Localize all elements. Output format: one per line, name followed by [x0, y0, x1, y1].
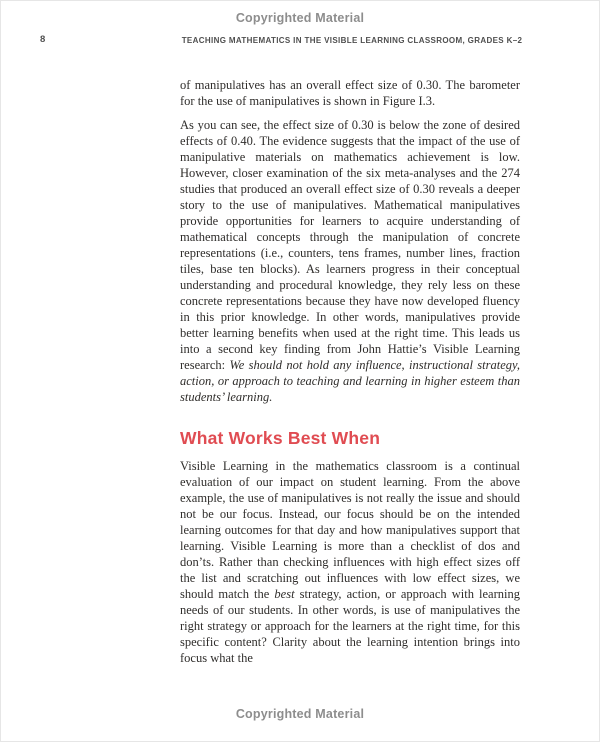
- emphasis-best: best: [274, 587, 295, 601]
- section-heading: What Works Best When: [180, 428, 381, 448]
- paragraph-text: strategy, action, or approach with learning needs of our students. In other words, is use of manipulatives the right strategy or approach for the learners at the right time, for this specific content? Clarity about the learning intention brings into focus what the: [180, 587, 520, 665]
- paragraph-text: As you can see, the effect size of 0.30 is below the zone of desired effects of 0.40. The evidence suggests that the impact of the use of manipulative materials on mathematics achievement is low. However, closer examination of the six meta-analyses and the 274 studies that produced an overall effect size of 0.30 reveals a deeper story to the use of manipulatives. Mathematical manipulatives provide opportunities for learners to acquire understanding of mathematical concepts through the manipulation of concrete representations (i.e., counters, tens frames, number lines, fraction tiles, base ten blocks). As learners progress in their conceptual understanding and procedural knowledge, they rely less on these concrete representations because they have now developed fluency in this prior knowledge. In other words, manipulatives provide better learning benefits when used at the right time. This leads us into a second key finding from John Hattie’s Visible Learning research:: [180, 118, 520, 372]
- top-copyright-notice: Copyrighted Material: [235, 11, 365, 25]
- paragraph-manipulatives: [180, 117, 520, 405]
- body-text-block: [180, 77, 520, 666]
- paragraph-continued: [180, 77, 520, 109]
- paragraph-text: of manipulatives has an overall effect size of 0.30. The barometer for the use of manipulatives is shown in Figure I.3.: [180, 78, 520, 108]
- paragraph-what-works-best: [180, 458, 520, 666]
- paragraph-text: Visible Learning in the mathematics classroom is a continual evaluation of our impact on student learning. From the above example, the use of manipulatives is not really the issue and should not be our focus. Instead, our focus should be on the intended learning outcomes for that day and how manipulatives support that learning. Visible Learning is more than a checklist of dos and don’ts. Rather than checking influences with high effect sizes off the list and scratching out influences with low effect sizes, we should match the: [180, 459, 520, 601]
- page-number: 8: [40, 34, 46, 45]
- bottom-copyright-notice: Copyrighted Material: [235, 707, 365, 721]
- running-head: TEACHING MATHEMATICS IN THE VISIBLE LEARNING CLASSROOM, GRADES K–2: [181, 36, 523, 45]
- hattie-quote-italic: We should not hold any influence, instructional strategy, action, or approach to teaching and learning in higher esteem than students’ learning.: [180, 358, 520, 404]
